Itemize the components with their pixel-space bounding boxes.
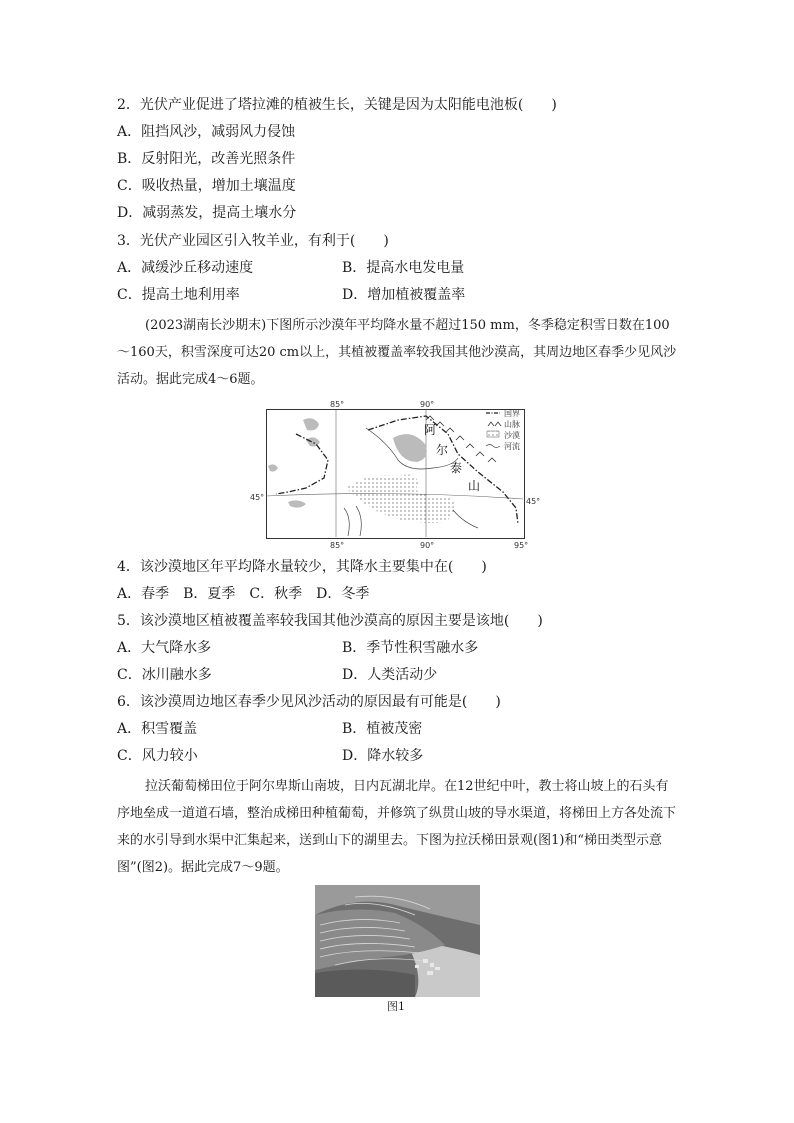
q2-stem: 2．光伏产业促进了塔拉滩的植被生长，关键是因为太阳能电池板( ) xyxy=(117,97,557,113)
q5-option-d: D．人类活动少 xyxy=(342,667,438,683)
q4-stem: 4．该沙漠地区年平均降水量较少，其降水主要集中在( ) xyxy=(117,559,487,575)
river xyxy=(453,510,478,528)
passage-lavaux xyxy=(117,773,679,881)
tick-bottom-85: 85° xyxy=(330,541,345,550)
q6-option-b: B．植被茂密 xyxy=(342,721,423,737)
tick-bottom-90: 90° xyxy=(420,541,435,550)
q2-option-b: B．反射阳光，改善光照条件 xyxy=(117,151,296,167)
lake xyxy=(306,437,320,446)
photo-drawing xyxy=(315,885,480,997)
legend-river-label: 河流 xyxy=(504,442,520,451)
place-char-shan: 山 xyxy=(468,479,481,493)
river xyxy=(344,508,349,536)
q3-option-a: A．减缓沙丘移动速度 xyxy=(117,260,254,276)
national-border-west xyxy=(276,434,328,494)
tick-bottom-95: 95° xyxy=(514,541,529,550)
q2-option-a: A．阻挡风沙，减弱风力侵蚀 xyxy=(117,124,296,140)
lake-ulungur xyxy=(393,434,427,462)
lat-left-45: 45° xyxy=(250,493,265,502)
q5-option-a: A．大气降水多 xyxy=(117,640,212,656)
figure1-caption: 图1 xyxy=(387,1000,405,1013)
legend-desert-symbol xyxy=(487,431,499,437)
q3-stem: 3．光伏产业园区引入牧羊业，有利于( ) xyxy=(117,233,389,249)
q5-option-c: C．冰川融水多 xyxy=(117,667,212,683)
desert-map xyxy=(248,398,541,550)
q6-stem: 6．该沙漠周边地区春季少见风沙活动的原因最有可能是( ) xyxy=(117,694,501,710)
place-char-a: 阿 xyxy=(424,423,437,437)
passage-desert-text: (2023湖南长沙期末)下图所示沙漠年平均降水量不超过150 mm，冬季稳定积雪日数在100～160天，积雪深度可达20 cm以上，其植被覆盖率较我国其他沙漠高，其周边地区春季少见风沙活动。据此完成4～6题。 xyxy=(117,318,677,387)
legend-mountain-label: 山脉 xyxy=(504,420,520,429)
map-legend xyxy=(486,409,520,451)
lavaux-terraces-photo xyxy=(315,885,480,997)
legend-mountain-icon xyxy=(488,422,501,426)
q5-option-b: B．季节性积雪融水多 xyxy=(342,640,479,656)
gurbantunggut-desert xyxy=(346,475,455,524)
legend-river-symbol xyxy=(486,445,500,448)
passage-desert xyxy=(117,312,679,393)
legend-desert-label: 沙漠 xyxy=(504,431,520,440)
q6-option-c: C．风力较小 xyxy=(117,748,198,764)
q4-options: A．春季 B．夏季 C．秋季 D．冬季 xyxy=(117,586,370,602)
lake xyxy=(288,500,306,507)
place-char-tai: 泰 xyxy=(450,461,463,475)
lat-right-45: 45° xyxy=(526,497,541,506)
q6-option-a: A．积雪覆盖 xyxy=(117,721,198,737)
lake xyxy=(268,464,278,471)
q5-stem: 5．该沙漠地区植被覆盖率较我国其他沙漠高的原因主要是该地( ) xyxy=(117,613,543,629)
lake xyxy=(303,418,319,430)
q6-option-d: D．降水较多 xyxy=(342,748,424,764)
q2-option-c: C．吸收热量，增加土壤温度 xyxy=(117,178,296,194)
q3-option-c: C．提高土地利用率 xyxy=(117,287,240,303)
tick-top-85: 85° xyxy=(330,400,345,409)
q2-option-d: D．减弱蒸发，提高土壤水分 xyxy=(117,205,297,221)
q3-option-b: B．提高水电发电量 xyxy=(342,260,465,276)
river xyxy=(356,506,361,536)
place-char-er: 尔 xyxy=(436,443,449,457)
q3-option-d: D．增加植被覆盖率 xyxy=(342,287,466,303)
legend-border-label: 国界 xyxy=(504,409,520,418)
passage-lavaux-text: 拉沃葡萄梯田位于阿尔卑斯山南坡，日内瓦湖北岸。在12世纪中叶，教士将山坡上的石头有序地垒成一道道石墙，整治成梯田种植葡萄，并修筑了纵贯山坡的导水渠道，将梯田上方各处流下来的水引导到水渠中汇集起来，送到山下的湖里去。下图为拉沃梯田景观(图1)和“梯田类型示意图”(图2)。据此完成7～9题。 xyxy=(117,779,677,875)
tick-top-90: 90° xyxy=(420,400,435,409)
